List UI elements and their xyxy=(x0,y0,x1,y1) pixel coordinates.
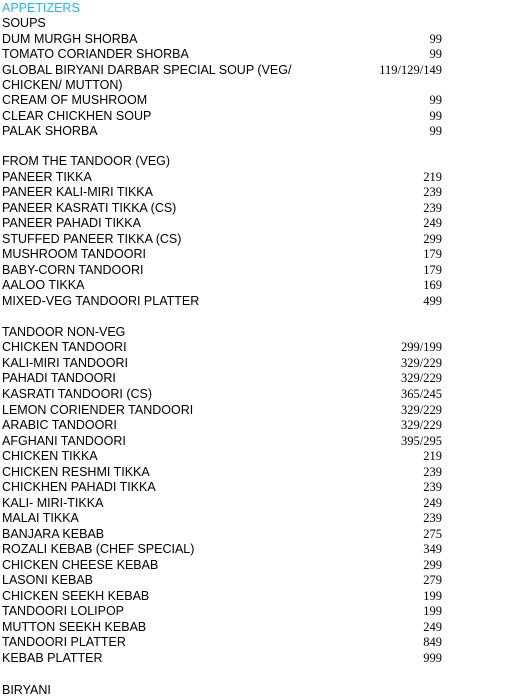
item-price: 329/229 xyxy=(401,356,442,370)
item-name: ARABIC TANDOORI xyxy=(2,418,117,432)
section-heading: TANDOOR NON-VEG xyxy=(2,325,126,339)
item-name: TANDOORI PLATTER xyxy=(2,635,126,649)
item-name: CREAM OF MUSHROOM xyxy=(2,93,148,107)
item-name: PANEER TIKKA xyxy=(2,170,92,184)
menu-item xyxy=(2,541,442,557)
item-name: KEBAB PLATTER xyxy=(2,651,103,665)
item-price: 499 xyxy=(423,294,442,308)
item-name: ROZALI KEBAB (CHEF SPECIAL) xyxy=(2,542,195,556)
menu-item xyxy=(2,92,442,108)
item-price: 239 xyxy=(423,480,442,494)
item-price: 299 xyxy=(423,558,442,572)
item-name: MALAI TIKKA xyxy=(2,511,79,525)
item-price: 199 xyxy=(423,604,442,618)
item-name: CLEAR CHICKHEN SOUP xyxy=(2,109,152,123)
menu-item xyxy=(2,386,442,402)
menu-item xyxy=(2,464,442,480)
item-name: AFGHANI TANDOORI xyxy=(2,434,126,448)
item-name: PALAK SHORBA xyxy=(2,124,98,138)
menu-item xyxy=(2,603,442,619)
item-price: 329/229 xyxy=(401,371,442,385)
item-price: 279 xyxy=(423,573,442,587)
item-price: 249 xyxy=(423,620,442,634)
menu-item xyxy=(2,108,442,124)
menu-item xyxy=(2,46,442,62)
section-heading-biryani xyxy=(2,682,442,698)
item-name: AALOO TIKKA xyxy=(2,278,85,292)
menu-item xyxy=(2,495,442,511)
menu-item xyxy=(2,293,442,309)
menu-item xyxy=(2,572,442,588)
item-price: 395/295 xyxy=(401,434,442,448)
menu-item xyxy=(2,402,442,418)
item-price: 219 xyxy=(423,170,442,184)
item-name: GLOBAL BIRYANI DARBAR SPECIAL SOUP (VEG/ xyxy=(2,63,292,77)
item-price: 99 xyxy=(429,109,442,123)
section-heading: BIRYANI xyxy=(2,683,51,697)
item-price: 99 xyxy=(429,93,442,107)
item-name: PANEER PAHADI TIKKA xyxy=(2,216,141,230)
item-price: 365/245 xyxy=(401,387,442,401)
item-name: KALI-MIRI TANDOORI xyxy=(2,356,128,370)
item-price: 179 xyxy=(423,247,442,261)
item-name: CHICKHEN PAHADI TIKKA xyxy=(2,480,156,494)
item-name: PAHADI TANDOORI xyxy=(2,371,116,385)
menu-item xyxy=(2,510,442,526)
item-price: 239 xyxy=(423,511,442,525)
item-name: PANEER KALI-MIRI TIKKA xyxy=(2,185,153,199)
item-name: KASRATI TANDOORI (CS) xyxy=(2,387,153,401)
item-name: CHICKEN TIKKA xyxy=(2,449,98,463)
item-price: 239 xyxy=(423,201,442,215)
item-name: TOMATO CORIANDER SHORBA xyxy=(2,47,189,61)
item-name: PANEER KASRATI TIKKA (CS) xyxy=(2,201,177,215)
menu-item xyxy=(2,448,442,464)
item-name: CHICKEN/ MUTTON) xyxy=(2,78,123,92)
menu-item xyxy=(2,246,442,262)
item-price: 329/229 xyxy=(401,418,442,432)
section-heading-tandoor-veg xyxy=(2,153,442,169)
menu-item xyxy=(2,169,442,185)
section-heading-soups xyxy=(2,15,442,31)
item-price: 219 xyxy=(423,449,442,463)
item-name: CHICKEN CHEESE KEBAB xyxy=(2,558,159,572)
item-price: 849 xyxy=(423,635,442,649)
item-price: 239 xyxy=(423,465,442,479)
item-price: 349 xyxy=(423,542,442,556)
menu-item xyxy=(2,277,442,293)
menu-item xyxy=(2,123,442,139)
menu-item xyxy=(2,200,442,216)
section-heading: SOUPS xyxy=(2,16,46,30)
menu-item xyxy=(2,31,442,47)
item-price: 99 xyxy=(429,47,442,61)
item-name: MUSHROOM TANDOORI xyxy=(2,247,146,261)
section-heading-tandoor-nonveg xyxy=(2,324,442,340)
menu-item xyxy=(2,231,442,247)
item-name: MUTTON SEEKH KEBAB xyxy=(2,620,147,634)
item-price: 275 xyxy=(423,527,442,541)
menu-item xyxy=(2,370,442,386)
item-name: MIXED-VEG TANDOORI PLATTER xyxy=(2,294,200,308)
menu-item xyxy=(2,355,442,371)
menu-item xyxy=(2,526,442,542)
item-name: BANJARA KEBAB xyxy=(2,527,105,541)
menu-item xyxy=(2,650,442,666)
menu-title: APPETIZERS xyxy=(2,1,80,15)
item-name: STUFFED PANEER TIKKA (CS) xyxy=(2,232,182,246)
item-price: 329/229 xyxy=(401,403,442,417)
menu-item-continuation xyxy=(2,77,442,93)
menu-item xyxy=(2,557,442,573)
item-price: 299/199 xyxy=(401,340,442,354)
menu-item xyxy=(2,262,442,278)
menu-item xyxy=(2,417,442,433)
item-price: 119/129/149 xyxy=(379,63,442,77)
item-price: 99 xyxy=(429,32,442,46)
menu-title-row xyxy=(2,0,442,16)
item-name: KALI- MIRI-TIKKA xyxy=(2,496,104,510)
item-name: LEMON CORIENDER TANDOORI xyxy=(2,403,194,417)
item-price: 249 xyxy=(423,216,442,230)
menu-item xyxy=(2,588,442,604)
menu-item xyxy=(2,619,442,635)
menu-item xyxy=(2,62,442,78)
item-price: 999 xyxy=(423,651,442,665)
item-price: 299 xyxy=(423,232,442,246)
menu-item xyxy=(2,184,442,200)
item-name: LASONI KEBAB xyxy=(2,573,94,587)
item-price: 199 xyxy=(423,589,442,603)
item-price: 239 xyxy=(423,185,442,199)
item-name: DUM MURGH SHORBA xyxy=(2,32,138,46)
menu-item xyxy=(2,634,442,650)
menu-item xyxy=(2,215,442,231)
item-name: TANDOORI LOLIPOP xyxy=(2,604,125,618)
item-price: 99 xyxy=(429,124,442,138)
item-name: BABY-CORN TANDOORI xyxy=(2,263,144,277)
menu-item xyxy=(2,339,442,355)
menu-item xyxy=(2,433,442,449)
menu-item xyxy=(2,479,442,495)
item-name: CHICKEN TANDOORI xyxy=(2,340,127,354)
item-price: 249 xyxy=(423,496,442,510)
section-heading: FROM THE TANDOOR (VEG) xyxy=(2,154,171,168)
item-name: CHICKEN SEEKH KEBAB xyxy=(2,589,150,603)
item-price: 169 xyxy=(423,278,442,292)
item-name: CHICKEN RESHMI TIKKA xyxy=(2,465,150,479)
item-price: 179 xyxy=(423,263,442,277)
